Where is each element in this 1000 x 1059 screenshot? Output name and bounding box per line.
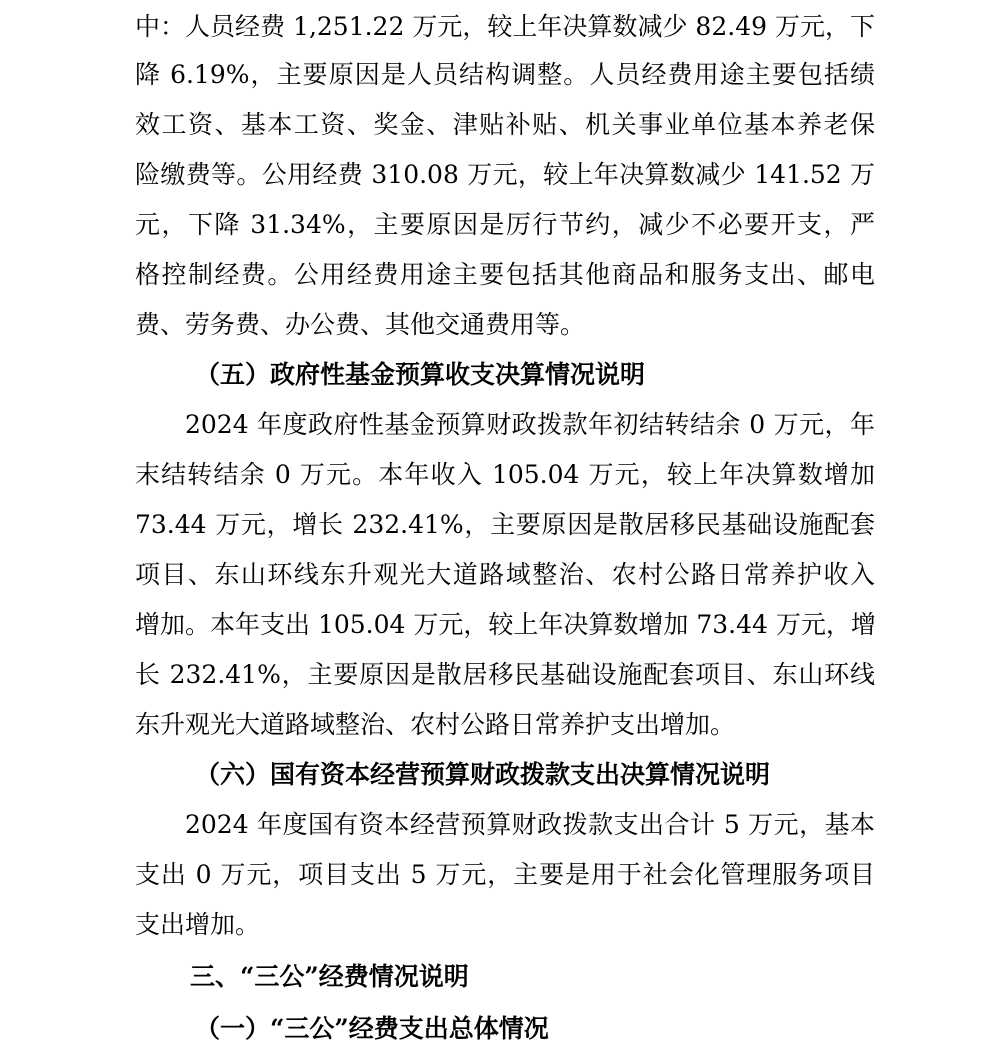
paragraph-line: 格控制经费。公用经费用途主要包括其他商品和服务支出、邮电 <box>135 260 875 289</box>
paragraph-line: 支出 0 万元，项目支出 5 万元，主要是用于社会化管理服务项目 <box>135 860 875 889</box>
subsection-heading-1: （一）“三公”经费支出总体情况 <box>195 1014 549 1043</box>
paragraph-line: 末结转结余 0 万元。本年收入 105.04 万元，较上年决算数增加 <box>135 460 875 489</box>
section-heading-3: 三、“三公”经费情况说明 <box>190 962 469 991</box>
paragraph-line: 费、劳务费、办公费、其他交通费用等。 <box>135 310 586 339</box>
paragraph-line: 中：人员经费 1,251.22 万元，较上年决算数减少 82.49 万元，下 <box>135 12 875 41</box>
paragraph-line: 项目、东山环线东升观光大道路域整治、农村公路日常养护收入 <box>135 560 875 589</box>
paragraph-line: 元，下降 31.34%，主要原因是厉行节约，减少不必要开支，严 <box>135 210 875 239</box>
paragraph-line: 东升观光大道路域整治、农村公路日常养护支出增加。 <box>135 710 736 739</box>
paragraph-line: 2024 年度政府性基金预算财政拨款年初结转结余 0 万元，年 <box>185 410 875 439</box>
paragraph-line: 长 232.41%，主要原因是散居移民基础设施配套项目、东山环线 <box>135 660 875 689</box>
paragraph-line: 支出增加。 <box>135 910 261 939</box>
section-heading-5: （五）政府性基金预算收支决算情况说明 <box>195 360 646 389</box>
paragraph-line: 73.44 万元，增长 232.41%，主要原因是散居移民基础设施配套 <box>135 510 875 539</box>
paragraph-line: 2024 年度国有资本经营预算财政拨款支出合计 5 万元，基本 <box>185 810 875 839</box>
paragraph-line: 增加。本年支出 105.04 万元，较上年决算数增加 73.44 万元，增 <box>135 610 876 639</box>
section-heading-6: （六）国有资本经营预算财政拨款支出决算情况说明 <box>195 760 771 789</box>
paragraph-line: 效工资、基本工资、奖金、津贴补贴、机关事业单位基本养老保 <box>135 110 875 139</box>
paragraph-line: 降 6.19%，主要原因是人员结构调整。人员经费用途主要包括绩 <box>135 60 875 89</box>
paragraph-line: 险缴费等。公用经费 310.08 万元，较上年决算数减少 141.52 万 <box>135 160 875 189</box>
